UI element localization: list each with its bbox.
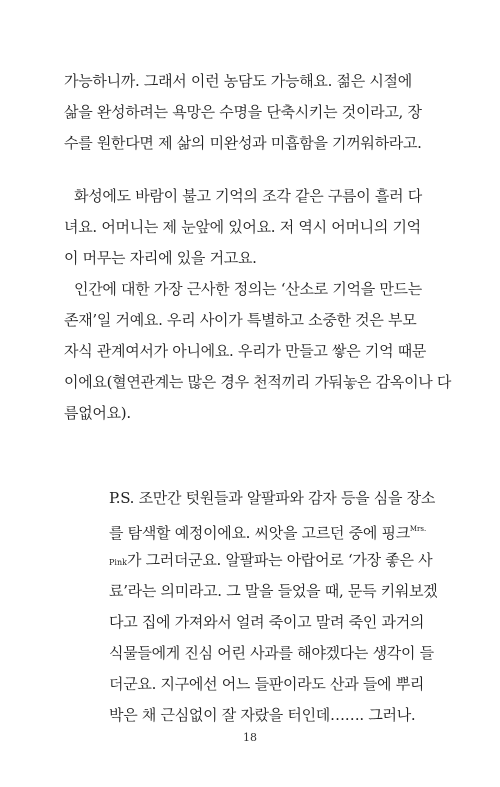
paragraph-2-line-3: 이 머무는 자리에 있을 거고요. [64, 249, 257, 267]
ps-name-note-top: Mrs. [409, 525, 427, 533]
paragraph-3-line-5: 름없어요). [64, 404, 131, 422]
paragraph-3-line-3: 자식 관계여서가 아니에요. 우리가 만들고 쌓은 기억 때문 [64, 342, 427, 360]
paragraph-3-line-1: 인간에 대한 가장 근사한 정의는 ‘산소로 기억을 만드는 [74, 280, 422, 298]
paragraph-2-line-2: 녀요. 어머니는 제 눈앞에 있어요. 저 역시 어머니의 기억 [64, 218, 421, 236]
ps-line-1: P.S. 조만간 텃원들과 알팔파와 감자 등을 심을 장소 [109, 489, 436, 507]
paragraph-1-line-1: 가능하니까. 그래서 이런 농담도 가능해요. 젊은 시절에 [64, 72, 412, 90]
ps-line-5: 다고 집에 가져와서 얼려 죽이고 말려 죽인 과거의 [109, 613, 425, 631]
paragraph-1-line-3: 수를 원한다면 제 삶의 미완성과 미흡함을 기꺼워하라고. [64, 134, 422, 152]
page-number: 18 [243, 731, 257, 744]
paragraph-3-line-2: 존재’일 거예요. 우리 사이가 특별하고 소중한 것은 부모 [64, 311, 417, 329]
paragraph-3-line-4: 이에요(혈연관계는 많은 경우 천적끼리 가둬놓은 감옥이나 다 [64, 373, 452, 391]
ps-line-3-text: 가 그러더군요. 알팔파는 아랍어로 ‘가장 좋은 사 [126, 551, 433, 569]
paragraph-2-line-1: 화성에도 바람이 불고 기억의 조각 같은 구름이 흘러 다 [74, 187, 422, 205]
ps-line-8: 박은 채 근심없이 잘 자랐을 터인데……. 그러나. [109, 706, 416, 724]
ps-line-2-text: 를 탐색할 예정이에요. 씨앗을 고르던 중에 핑크 [109, 524, 410, 542]
ps-line-6: 식물들에게 진심 어린 사과를 해야겠다는 생각이 들 [109, 644, 434, 662]
paragraph-1-line-2: 삶을 완성하려는 욕망은 수명을 단축시키는 것이라고, 장 [64, 103, 422, 121]
ps-name-note-bottom: Pink [109, 558, 127, 567]
ps-line-7: 더군요. 지구에선 어느 들판이라도 산과 들에 뿌리 [109, 675, 425, 693]
ps-line-4: 료’라는 의미라고. 그 말을 들었을 때, 문득 키워보겠 [109, 582, 438, 600]
ps-line-3 [109, 550, 436, 573]
ps-line-2 [109, 519, 436, 543]
